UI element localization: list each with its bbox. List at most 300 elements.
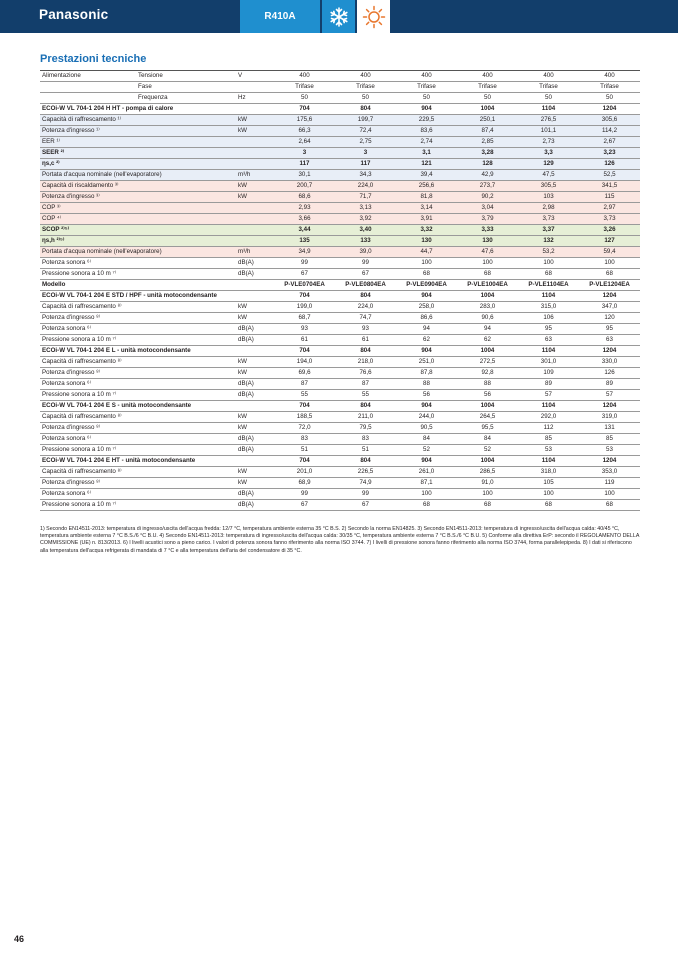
table-cell: 319,0 bbox=[601, 413, 618, 420]
table-cell: 120 bbox=[604, 314, 615, 321]
table-cell: 400 bbox=[299, 72, 310, 79]
row-sublabel bbox=[136, 280, 236, 291]
row-unit: dB(A) bbox=[238, 270, 254, 277]
row-sublabel bbox=[136, 269, 236, 280]
table-cell: 2,67 bbox=[603, 138, 616, 145]
row-sublabel bbox=[136, 423, 236, 434]
table-row bbox=[40, 115, 640, 126]
table-cell: 100 bbox=[543, 259, 554, 266]
row-unit bbox=[236, 291, 274, 302]
table-cell: 318,0 bbox=[540, 468, 557, 475]
table-cell: 188,5 bbox=[296, 413, 313, 420]
table-cell: 94 bbox=[484, 325, 491, 332]
row-sublabel bbox=[136, 368, 236, 379]
table-cell: 400 bbox=[482, 72, 493, 79]
table-cell: 50 bbox=[301, 94, 308, 101]
table-cell: 47,6 bbox=[481, 248, 494, 255]
table-cell: 117 bbox=[299, 160, 310, 167]
row-label: SEER ²⁾ bbox=[42, 149, 65, 156]
table-cell: 68 bbox=[606, 270, 613, 277]
table-cell: 55 bbox=[301, 391, 308, 398]
row-unit: dB(A) bbox=[238, 380, 254, 387]
table-cell: 52,5 bbox=[603, 171, 616, 178]
table-cell: 84 bbox=[484, 435, 491, 442]
table-cell: 68,6 bbox=[298, 193, 311, 200]
table-cell: 1204 bbox=[602, 402, 617, 409]
table-cell: 400 bbox=[421, 72, 432, 79]
table-cell: 100 bbox=[543, 490, 554, 497]
table-cell: 74,7 bbox=[359, 314, 372, 321]
row-label: Potenza sonora ⁶⁾ bbox=[42, 380, 92, 387]
row-sublabel bbox=[136, 192, 236, 203]
table-cell: 115 bbox=[604, 193, 615, 200]
row-label: Capacità di riscaldamento ³⁾ bbox=[42, 182, 119, 189]
row-label: EER ¹⁾ bbox=[42, 138, 61, 145]
table-cell: 44,7 bbox=[420, 248, 433, 255]
row-unit bbox=[236, 137, 274, 148]
table-cell: 71,7 bbox=[359, 193, 372, 200]
table-cell: 68 bbox=[484, 270, 491, 277]
table-row bbox=[40, 357, 640, 368]
row-unit: dB(A) bbox=[238, 259, 254, 266]
table-row bbox=[40, 192, 640, 203]
table-cell: 69,6 bbox=[298, 369, 311, 376]
table-cell: 34,3 bbox=[359, 171, 372, 178]
row-label: SCOP ²⁾⁵⁾ bbox=[42, 226, 70, 233]
table-cell: 132 bbox=[543, 237, 554, 244]
top-bar bbox=[0, 0, 678, 33]
row-label: Potenza d'ingresso ⁸⁾ bbox=[42, 369, 101, 376]
table-cell: 3,79 bbox=[481, 215, 494, 222]
table-cell: 30,1 bbox=[298, 171, 311, 178]
table-cell: 1204 bbox=[602, 105, 617, 112]
table-cell: 347,0 bbox=[601, 303, 618, 310]
table-cell: 200,7 bbox=[296, 182, 313, 189]
table-cell: 229,5 bbox=[418, 116, 435, 123]
table-cell: 90,6 bbox=[481, 314, 494, 321]
table-cell: 276,5 bbox=[540, 116, 557, 123]
table-cell: 39,4 bbox=[420, 171, 433, 178]
table-cell: 3,04 bbox=[481, 204, 494, 211]
table-cell: 1104 bbox=[541, 292, 556, 299]
table-cell: 3,23 bbox=[603, 149, 616, 156]
table-cell: 128 bbox=[482, 160, 493, 167]
table-row bbox=[40, 500, 640, 511]
table-cell: 2,97 bbox=[603, 204, 616, 211]
table-row bbox=[40, 434, 640, 445]
row-unit: dB(A) bbox=[238, 435, 254, 442]
row-label: Pressione sonora a 10 m ⁷⁾ bbox=[42, 270, 117, 277]
table-row bbox=[40, 159, 640, 170]
table-cell: 59,4 bbox=[603, 248, 616, 255]
table-cell: 68,7 bbox=[298, 314, 311, 321]
row-unit: dB(A) bbox=[238, 446, 254, 453]
brand-logo: Panasonic bbox=[39, 7, 109, 22]
table-cell: Trifase bbox=[356, 83, 375, 90]
table-cell: 2,73 bbox=[542, 138, 555, 145]
row-sublabel bbox=[136, 379, 236, 390]
table-cell: 53 bbox=[545, 446, 552, 453]
row-sublabel bbox=[136, 500, 236, 511]
table-row bbox=[40, 214, 640, 225]
table-cell: 3 bbox=[302, 149, 307, 156]
table-cell: 133 bbox=[360, 237, 371, 244]
row-label: Potenza d'ingresso ⁸⁾ bbox=[42, 479, 101, 486]
table-cell: 305,5 bbox=[540, 182, 557, 189]
row-label: Capacità di raffrescamento ⁸⁾ bbox=[42, 358, 122, 365]
table-cell: 1204 bbox=[602, 292, 617, 299]
table-row bbox=[40, 401, 640, 412]
table-row bbox=[40, 82, 640, 93]
table-cell: 904 bbox=[421, 292, 432, 299]
table-cell: Trifase bbox=[478, 83, 497, 90]
table-cell: 400 bbox=[360, 72, 371, 79]
table-row bbox=[40, 423, 640, 434]
table-cell: 273,7 bbox=[479, 182, 496, 189]
table-cell: 2,85 bbox=[481, 138, 494, 145]
table-cell: 76,6 bbox=[359, 369, 372, 376]
table-cell: P-VLE1104EA bbox=[528, 281, 569, 288]
row-sublabel bbox=[136, 324, 236, 335]
row-unit bbox=[236, 104, 274, 115]
row-label: Pressione sonora a 10 m ⁷⁾ bbox=[42, 501, 117, 508]
row-label: Modello bbox=[42, 281, 66, 288]
table-cell: 68,9 bbox=[298, 479, 311, 486]
table-cell: 87,4 bbox=[481, 127, 494, 134]
table-cell: 87 bbox=[301, 380, 308, 387]
row-label: Potenza d'ingresso ³⁾ bbox=[42, 193, 100, 200]
row-label: ECOi-W VL 704-1 204 H HT - pompa di calore bbox=[42, 105, 174, 112]
table-cell: 704 bbox=[299, 105, 310, 112]
table-cell: 283,0 bbox=[479, 303, 496, 310]
row-sublabel bbox=[136, 302, 236, 313]
row-sublabel bbox=[136, 225, 236, 236]
row-label: COP ³⁾ bbox=[42, 204, 61, 211]
table-row bbox=[40, 412, 640, 423]
table-cell: 126 bbox=[604, 369, 615, 376]
table-cell: 3,26 bbox=[603, 226, 616, 233]
table-cell: 50 bbox=[362, 94, 369, 101]
table-cell: 305,6 bbox=[601, 116, 618, 123]
table-cell: Trifase bbox=[600, 83, 619, 90]
table-cell: 55 bbox=[362, 391, 369, 398]
table-cell: 62 bbox=[484, 336, 491, 343]
row-sublabel bbox=[136, 467, 236, 478]
table-cell: 53,2 bbox=[542, 248, 555, 255]
table-row bbox=[40, 489, 640, 500]
table-cell: 81,8 bbox=[420, 193, 433, 200]
table-cell: 341,5 bbox=[601, 182, 618, 189]
table-cell: 126 bbox=[604, 160, 615, 167]
row-sublabel bbox=[136, 357, 236, 368]
row-sublabel: Fase bbox=[138, 83, 152, 90]
row-label bbox=[40, 93, 136, 104]
row-label: Potenza d'ingresso ¹⁾ bbox=[42, 127, 100, 134]
table-cell: 1104 bbox=[541, 347, 556, 354]
row-label: Potenza sonora ⁶⁾ bbox=[42, 259, 92, 266]
table-cell: 68 bbox=[606, 501, 613, 508]
table-cell: 261,0 bbox=[418, 468, 435, 475]
table-cell: 100 bbox=[604, 259, 615, 266]
table-cell: 99 bbox=[362, 490, 369, 497]
table-cell: 94 bbox=[423, 325, 430, 332]
row-unit bbox=[236, 203, 274, 214]
row-sublabel bbox=[136, 390, 236, 401]
table-row bbox=[40, 390, 640, 401]
table-cell: 103 bbox=[543, 193, 554, 200]
table-cell: 130 bbox=[482, 237, 493, 244]
row-unit: kW bbox=[238, 413, 247, 420]
row-sublabel bbox=[136, 434, 236, 445]
table-cell: 50 bbox=[545, 94, 552, 101]
table-cell: 68 bbox=[545, 270, 552, 277]
row-label: Capacità di raffrescamento ⁸⁾ bbox=[42, 303, 122, 310]
table-cell: 95 bbox=[545, 325, 552, 332]
table-cell: 1104 bbox=[541, 402, 556, 409]
table-cell: 256,6 bbox=[418, 182, 435, 189]
tab-r410a[interactable]: R410A bbox=[240, 0, 320, 33]
table-row bbox=[40, 170, 640, 181]
snowflake-icon[interactable] bbox=[322, 0, 355, 33]
row-unit bbox=[236, 148, 274, 159]
table-row bbox=[40, 137, 640, 148]
table-cell: 2,64 bbox=[298, 138, 311, 145]
table-cell: 79,5 bbox=[359, 424, 372, 431]
table-cell: 105 bbox=[543, 479, 554, 486]
table-cell: 129 bbox=[543, 160, 554, 167]
row-unit: m³/h bbox=[238, 248, 251, 255]
table-cell: 1104 bbox=[541, 105, 556, 112]
row-sublabel: Tensione bbox=[138, 72, 163, 79]
row-unit: dB(A) bbox=[238, 391, 254, 398]
table-cell: 47,5 bbox=[542, 171, 555, 178]
table-cell: 57 bbox=[545, 391, 552, 398]
row-label bbox=[40, 82, 136, 93]
table-cell: 301,0 bbox=[540, 358, 557, 365]
table-cell: 224,0 bbox=[357, 303, 374, 310]
table-cell: 67 bbox=[362, 501, 369, 508]
table-cell: 904 bbox=[421, 402, 432, 409]
table-cell: 99 bbox=[301, 259, 308, 266]
table-cell: 119 bbox=[604, 479, 615, 486]
row-sublabel bbox=[136, 445, 236, 456]
row-unit: m³/h bbox=[238, 171, 251, 178]
table-cell: 3,1 bbox=[422, 149, 431, 156]
row-unit bbox=[236, 82, 274, 93]
table-cell: 1004 bbox=[480, 457, 495, 464]
table-cell: 904 bbox=[421, 347, 432, 354]
table-row bbox=[40, 258, 640, 269]
row-sublabel bbox=[136, 489, 236, 500]
table-row bbox=[40, 280, 640, 291]
table-cell: 130 bbox=[421, 237, 432, 244]
table-cell: 68 bbox=[545, 501, 552, 508]
table-cell: 3,73 bbox=[603, 215, 616, 222]
row-label: ECOi-W VL 704-1 204 E HT - unità motocondensante bbox=[42, 457, 196, 464]
row-unit bbox=[236, 346, 274, 357]
table-cell: 52 bbox=[423, 446, 430, 453]
table-cell: 400 bbox=[543, 72, 554, 79]
table-cell: 272,5 bbox=[479, 358, 496, 365]
table-cell: 63 bbox=[545, 336, 552, 343]
table-cell: 804 bbox=[360, 347, 371, 354]
table-cell: 2,93 bbox=[298, 204, 311, 211]
table-cell: 1004 bbox=[480, 402, 495, 409]
table-row bbox=[40, 313, 640, 324]
table-cell: 61 bbox=[301, 336, 308, 343]
table-cell: 85 bbox=[545, 435, 552, 442]
table-cell: 1004 bbox=[480, 347, 495, 354]
table-cell: 353,0 bbox=[601, 468, 618, 475]
table-cell: 34,9 bbox=[298, 248, 311, 255]
table-cell: 112 bbox=[543, 424, 554, 431]
row-unit bbox=[236, 456, 274, 467]
table-cell: 39,0 bbox=[359, 248, 372, 255]
table-cell: 100 bbox=[482, 259, 493, 266]
row-unit: dB(A) bbox=[238, 336, 254, 343]
table-cell: 74,9 bbox=[359, 479, 372, 486]
table-cell: 1004 bbox=[480, 292, 495, 299]
table-cell: 135 bbox=[299, 237, 310, 244]
row-sublabel bbox=[136, 137, 236, 148]
table-cell: 315,0 bbox=[540, 303, 557, 310]
table-cell: 1004 bbox=[480, 105, 495, 112]
row-sublabel bbox=[136, 412, 236, 423]
table-cell: 63 bbox=[606, 336, 613, 343]
row-unit: Hz bbox=[238, 94, 246, 101]
row-unit bbox=[236, 214, 274, 225]
table-cell: 100 bbox=[421, 490, 432, 497]
table-row bbox=[40, 368, 640, 379]
table-row bbox=[40, 225, 640, 236]
table-cell: 56 bbox=[484, 391, 491, 398]
row-unit: kW bbox=[238, 127, 247, 134]
table-cell: 72,4 bbox=[359, 127, 372, 134]
table-cell: 91,0 bbox=[481, 479, 494, 486]
table-cell: 2,98 bbox=[542, 204, 555, 211]
table-row bbox=[40, 324, 640, 335]
table-cell: 251,0 bbox=[418, 358, 435, 365]
table-cell: 3,44 bbox=[298, 226, 311, 233]
table-row bbox=[40, 379, 640, 390]
table-cell: 89 bbox=[545, 380, 552, 387]
row-label: Alimentazione bbox=[42, 72, 81, 79]
table-cell: 3,13 bbox=[359, 204, 372, 211]
table-cell: 67 bbox=[301, 270, 308, 277]
table-cell: 87,1 bbox=[420, 479, 433, 486]
table-cell: 51 bbox=[301, 446, 308, 453]
table-cell: 87 bbox=[362, 380, 369, 387]
table-cell: 199,7 bbox=[357, 116, 374, 123]
row-sublabel bbox=[136, 335, 236, 346]
row-unit: kW bbox=[238, 479, 247, 486]
row-unit: kW bbox=[238, 314, 247, 321]
sun-icon[interactable] bbox=[357, 0, 390, 33]
table-cell: 50 bbox=[423, 94, 430, 101]
specs-table-container bbox=[40, 70, 640, 511]
row-unit: dB(A) bbox=[238, 490, 254, 497]
table-cell: 704 bbox=[299, 402, 310, 409]
table-cell: 66,3 bbox=[298, 127, 311, 134]
page-number: 46 bbox=[14, 934, 25, 944]
table-cell: P-VLE1204EA bbox=[589, 281, 630, 288]
table-cell: 117 bbox=[360, 160, 371, 167]
table-cell: 904 bbox=[421, 457, 432, 464]
row-unit: V bbox=[238, 72, 243, 79]
table-row bbox=[40, 456, 640, 467]
table-row bbox=[40, 291, 640, 302]
table-cell: 218,0 bbox=[357, 358, 374, 365]
table-cell: 3,66 bbox=[298, 215, 311, 222]
table-cell: 68 bbox=[423, 270, 430, 277]
table-cell: 804 bbox=[360, 105, 371, 112]
table-cell: 3,73 bbox=[542, 215, 555, 222]
table-cell: 804 bbox=[360, 292, 371, 299]
table-cell: Trifase bbox=[295, 83, 314, 90]
table-cell: P-VLE0804EA bbox=[345, 281, 386, 288]
table-cell: 99 bbox=[301, 490, 308, 497]
table-cell: 704 bbox=[299, 347, 310, 354]
row-unit bbox=[236, 159, 274, 170]
table-cell: 88 bbox=[423, 380, 430, 387]
row-label: ECOi-W VL 704-1 204 E STD / HPF - unità motocondensante bbox=[42, 292, 217, 299]
table-cell: 264,5 bbox=[479, 413, 496, 420]
table-cell: 904 bbox=[421, 105, 432, 112]
row-label: Portata d'acqua nominale (nell'evaporatore) bbox=[42, 171, 162, 178]
table-cell: 804 bbox=[360, 457, 371, 464]
table-cell: 85 bbox=[606, 435, 613, 442]
row-label: Capacità di raffrescamento ¹⁾ bbox=[42, 116, 122, 123]
table-cell: 42,9 bbox=[481, 171, 494, 178]
category-tabs bbox=[240, 0, 390, 33]
row-sublabel bbox=[136, 148, 236, 159]
row-unit: kW bbox=[238, 193, 247, 200]
row-label: Capacità di raffrescamento ⁸⁾ bbox=[42, 468, 122, 475]
table-cell: 3,28 bbox=[481, 149, 494, 156]
specs-table bbox=[40, 70, 640, 511]
row-label: Potenza d'ingresso ⁸⁾ bbox=[42, 424, 101, 431]
row-unit: kW bbox=[238, 369, 247, 376]
table-cell: 109 bbox=[543, 369, 554, 376]
table-cell: 121 bbox=[421, 160, 432, 167]
row-unit bbox=[236, 401, 274, 412]
row-label: Capacità di raffrescamento ⁸⁾ bbox=[42, 413, 122, 420]
table-cell: 95 bbox=[606, 325, 613, 332]
table-row bbox=[40, 93, 640, 104]
table-row bbox=[40, 269, 640, 280]
table-cell: 100 bbox=[421, 259, 432, 266]
table-cell: 3,40 bbox=[359, 226, 372, 233]
row-sublabel bbox=[136, 115, 236, 126]
row-unit: dB(A) bbox=[238, 325, 254, 332]
row-unit: kW bbox=[238, 116, 247, 123]
table-row bbox=[40, 302, 640, 313]
table-cell: 3,14 bbox=[420, 204, 433, 211]
row-unit: kW bbox=[238, 358, 247, 365]
row-unit bbox=[236, 236, 274, 247]
table-cell: P-VLE0904EA bbox=[406, 281, 447, 288]
table-cell: 201,0 bbox=[296, 468, 313, 475]
table-row bbox=[40, 478, 640, 489]
table-row bbox=[40, 445, 640, 456]
table-cell: 92,8 bbox=[481, 369, 494, 376]
table-cell: 400 bbox=[604, 72, 615, 79]
table-cell: 3,92 bbox=[359, 215, 372, 222]
table-cell: 114,2 bbox=[601, 127, 618, 134]
table-cell: 199,0 bbox=[296, 303, 313, 310]
table-cell: 286,5 bbox=[479, 468, 496, 475]
row-label: ECOi-W VL 704-1 204 E L - unità motocondensante bbox=[42, 347, 191, 354]
